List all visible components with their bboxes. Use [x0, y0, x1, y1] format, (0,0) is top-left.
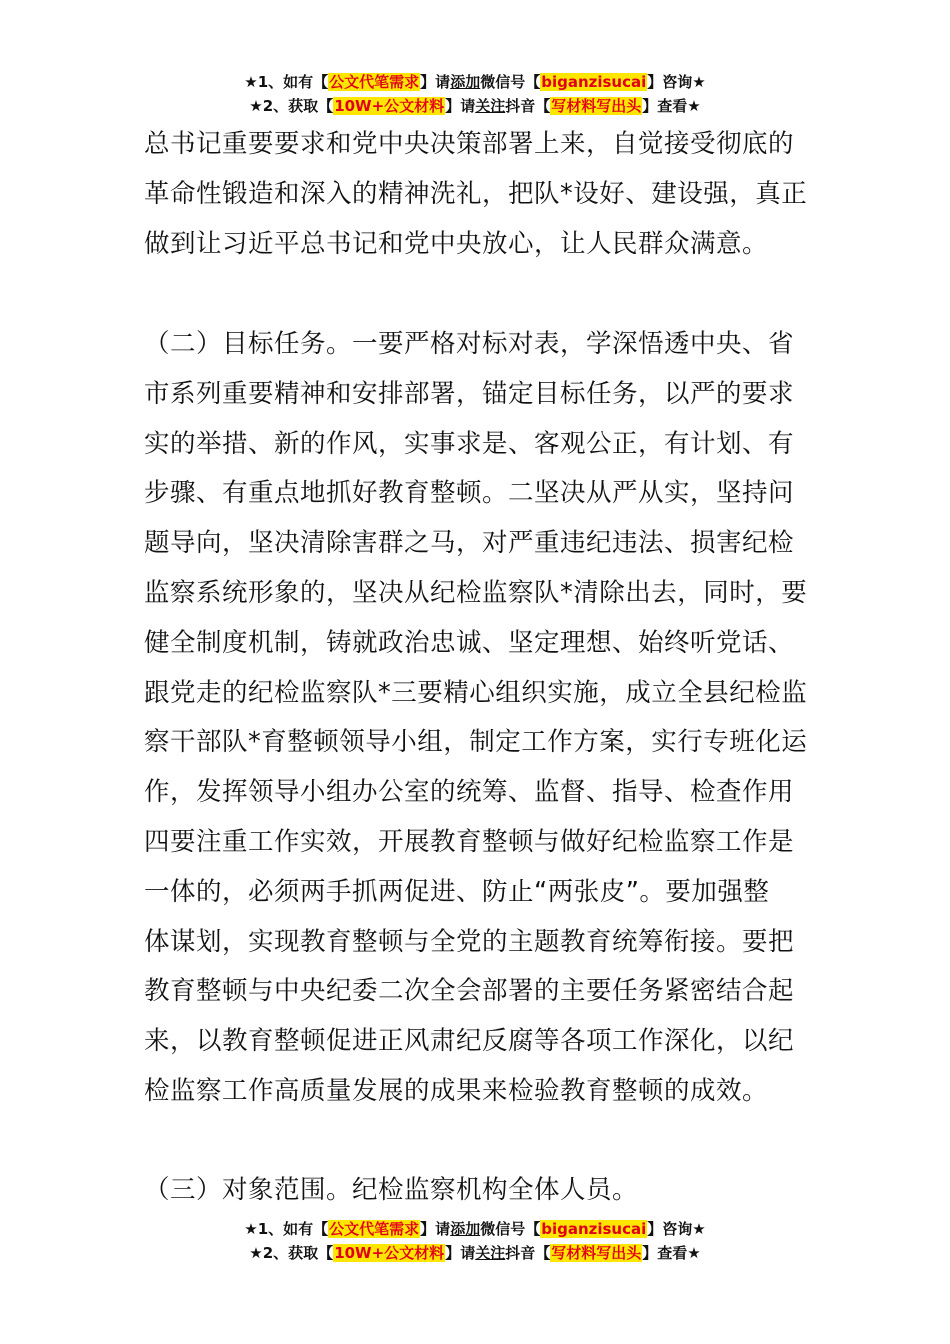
banner-highlight: biganzisucai: [541, 1220, 647, 1238]
banner-text: 】请: [445, 1244, 476, 1262]
text-line: 体谋划，实现教育整顿与全党的主题教育统筹衔接。要把: [144, 926, 795, 957]
banner-text: 】咨询★: [647, 73, 706, 91]
footer-banner: [0, 1217, 950, 1265]
banner-text: ★2、获取【: [249, 97, 334, 115]
banner-text: 】查看★: [642, 1244, 701, 1262]
text-line: 跟党走的纪检监察队*三要精心组织实施，成立全县纪检监: [144, 677, 808, 708]
banner-text: 抖音【: [505, 97, 551, 115]
banner-text: 】请: [420, 1220, 451, 1238]
text-line: 做到让习近平总书记和党中央放心，让人民群众满意。: [144, 228, 769, 259]
banner-text: 】咨询★: [647, 1220, 706, 1238]
banner-text: 】请: [445, 97, 476, 115]
banner-text: 微信号【: [480, 73, 541, 91]
text-line: 健全制度机制，铸就政治忠诚、坚定理想、始终听党话、: [144, 627, 795, 658]
header-banner: [0, 70, 950, 118]
text-line: 教育整顿与中央纪委二次全会部署的主要任务紧密结合起: [144, 976, 795, 1007]
banner-highlight: 写材料写出头: [551, 1244, 642, 1262]
text-line: 察干部队*育整顿领导小组，制定工作方案，实行专班化运: [144, 727, 808, 758]
banner-text: 微信号【: [480, 1220, 541, 1238]
text-line: 监察系统形象的，坚决从纪检监察队*清除出去，同时，要: [144, 577, 808, 608]
banner-highlight: 写材料写出头: [551, 97, 642, 115]
text-line: 四要注重工作实效，开展教育整顿与做好纪检监察工作是: [144, 826, 795, 857]
text-line: 题导向，坚决清除害群之马，对严重违纪违法、损害纪检: [144, 528, 795, 559]
banner-line-2: [0, 94, 950, 118]
text-line: 市系列重要精神和安排部署，锚定目标任务，以严的要求: [144, 378, 795, 409]
text-line: 一体的，必须两手抓两促进、防止“两张皮”。要加强整: [144, 876, 770, 907]
banner-text: 】查看★: [642, 97, 701, 115]
text-line: 总书记重要要求和党中央决策部署上来，自觉接受彻底的: [144, 129, 795, 159]
banner-highlight: 公文代笔需求: [329, 1220, 420, 1238]
banner-line-1: [0, 1217, 950, 1241]
text-line: 革命性锻造和深入的精神洗礼，把队*设好、建设强，真正: [144, 178, 808, 209]
text-line: （二）目标任务。一要严格对标对表，学深悟透中央、省: [144, 329, 795, 359]
banner-text: ★1、如有【: [244, 73, 329, 91]
banner-text: ★2、获取【: [249, 1244, 334, 1262]
banner-text: ★1、如有【: [244, 1220, 329, 1238]
banner-text: 】请: [420, 73, 451, 91]
banner-text: 抖音【: [505, 1244, 551, 1262]
banner-highlight: 10W+公文材料: [334, 1244, 445, 1262]
banner-highlight: 10W+公文材料: [334, 97, 445, 115]
text-line: 检监察工作高质量发展的成果来检验教育整顿的成效。: [144, 1075, 769, 1106]
banner-underlined-text: 关注: [475, 1244, 506, 1262]
banner-highlight: 公文代笔需求: [329, 73, 420, 91]
paragraph-1: [144, 120, 808, 269]
banner-highlight: biganzisucai: [541, 73, 647, 91]
text-line: 来，以教育整顿促进正风肃纪反腐等各项工作深化，以纪: [144, 1026, 795, 1057]
text-line: 作，发挥领导小组办公室的统筹、监督、指导、检查作用: [144, 777, 795, 808]
text-line: （三）对象范围。纪检监察机构全体人员。: [144, 1175, 639, 1205]
banner-line-1: [0, 70, 950, 94]
banner-underlined-text: 添加: [450, 1220, 481, 1238]
banner-underlined-text: 添加: [450, 73, 481, 91]
banner-underlined-text: 关注: [475, 97, 506, 115]
text-line: 步骤、有重点地抓好教育整顿。二坚决从严从实，坚持问: [144, 478, 795, 509]
banner-line-2: [0, 1241, 950, 1265]
paragraph-3: [144, 1166, 808, 1216]
paragraph-2: [144, 320, 808, 1117]
text-line: 实的举措、新的作风，实事求是、客观公正，有计划、有: [144, 428, 795, 459]
